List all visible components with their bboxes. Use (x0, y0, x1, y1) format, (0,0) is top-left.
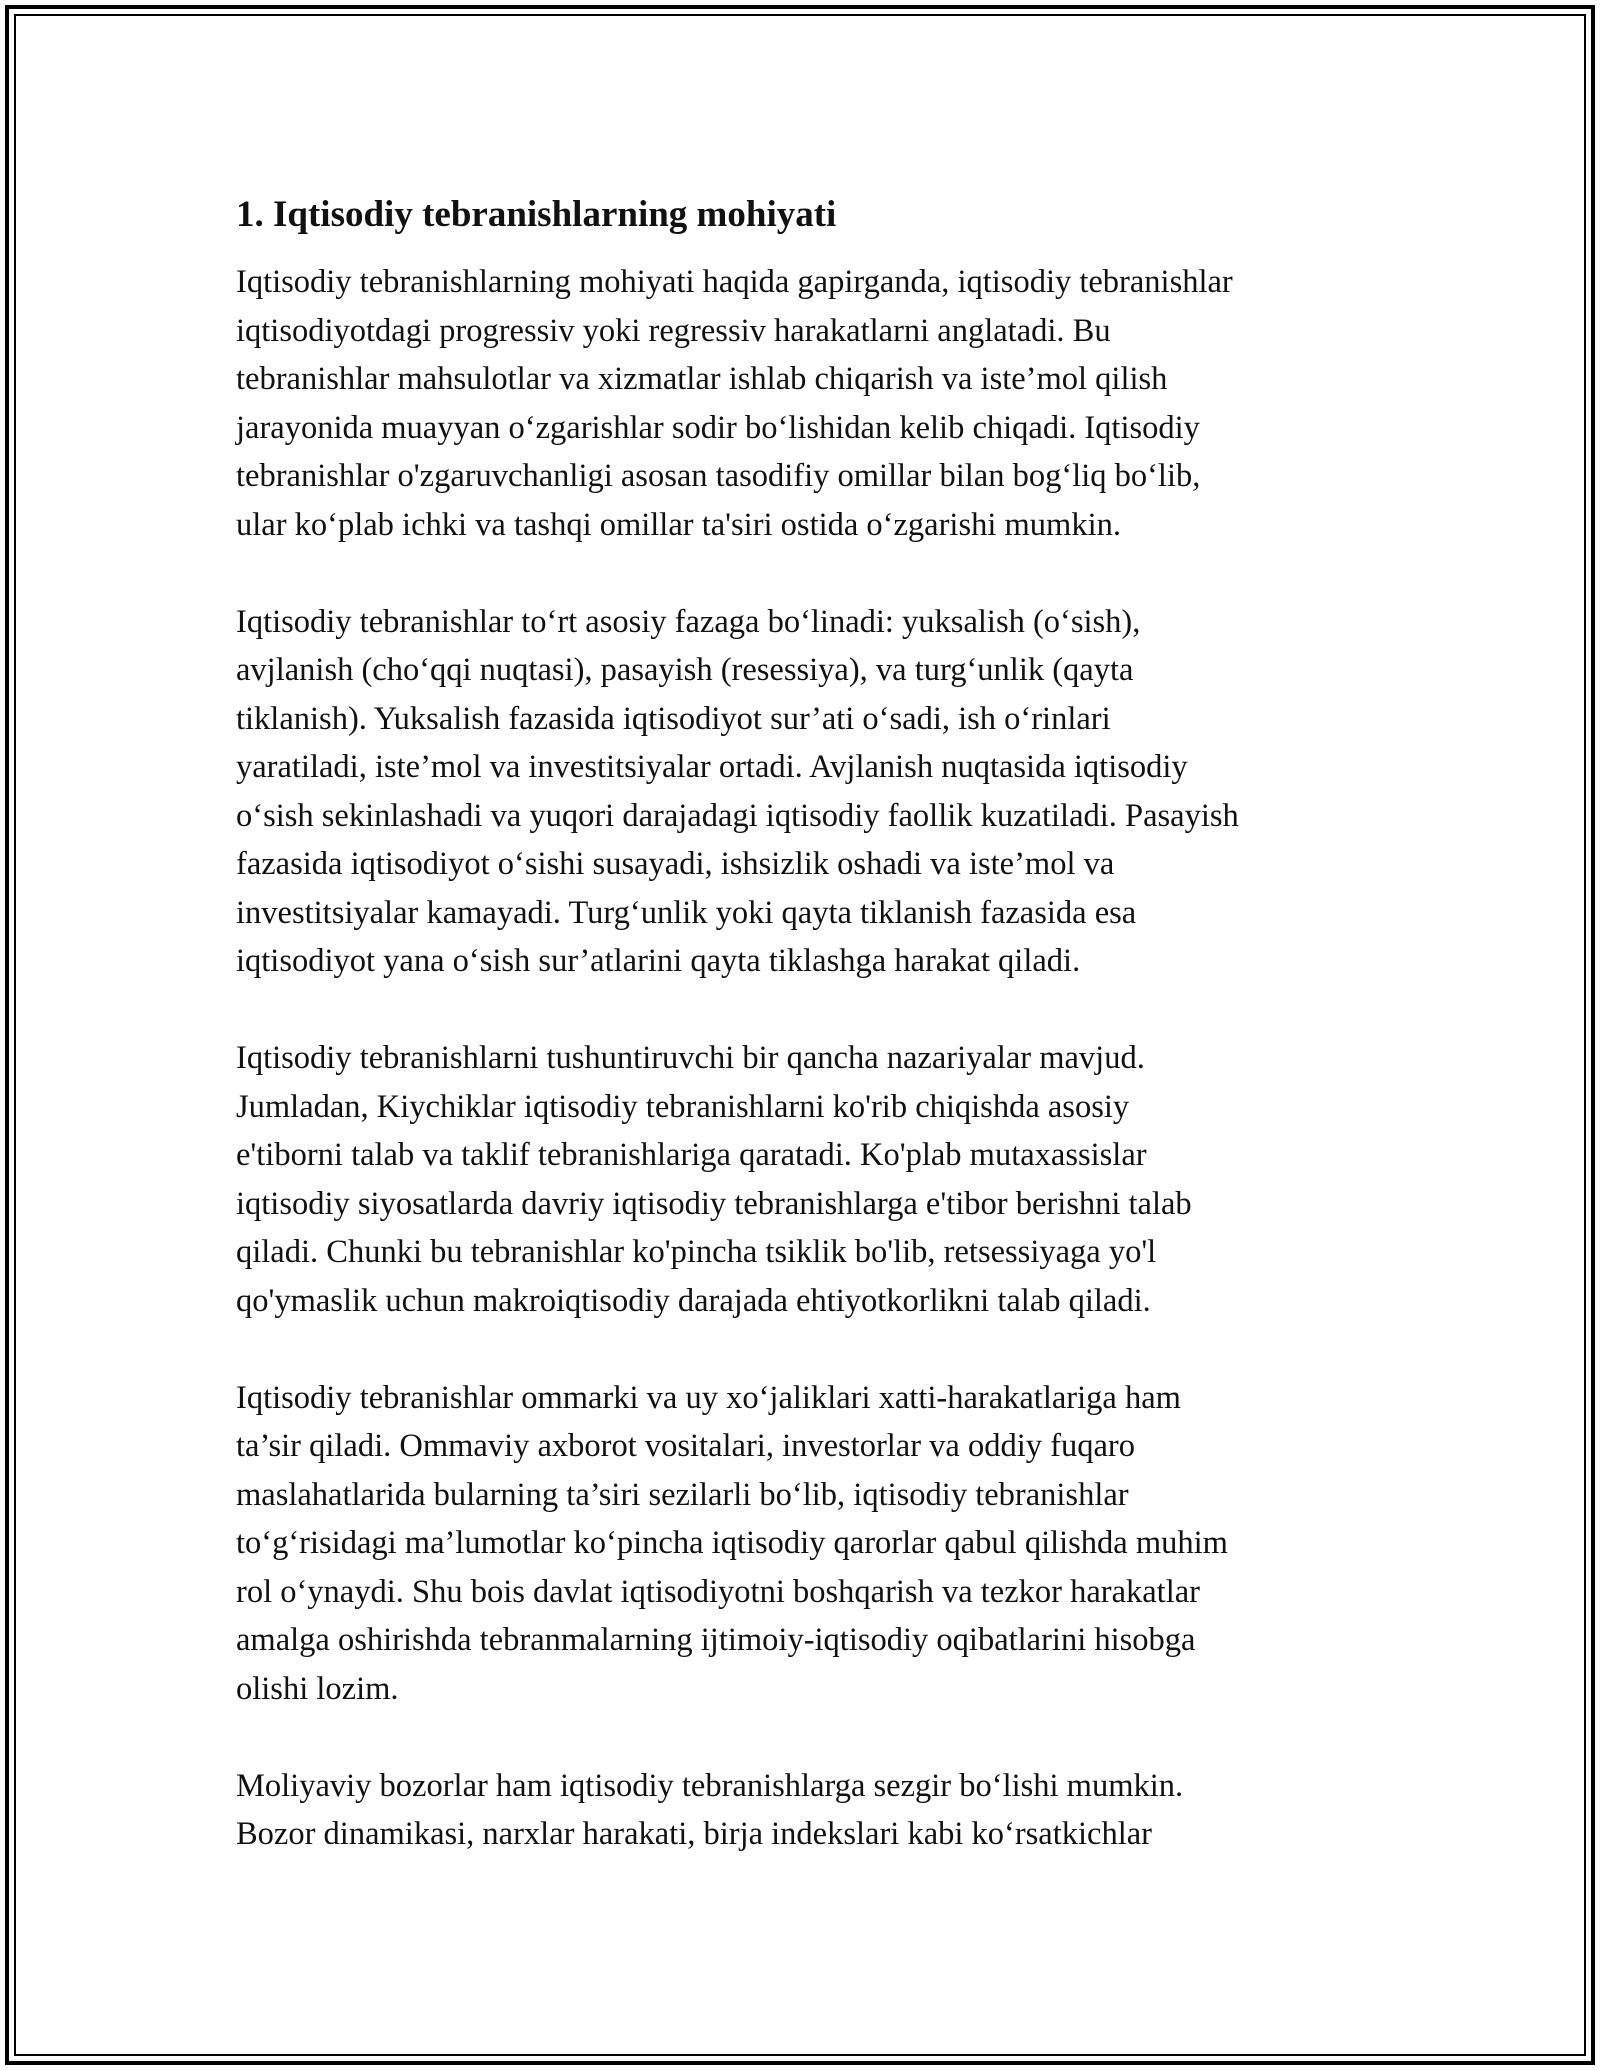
paragraph-2 (236, 598, 1386, 986)
text-line: ta’sir qiladi. Ommaviy axborot vositalari, investorlar va oddiy fuqaro (236, 1428, 1135, 1464)
text-line: olishi lozim. (236, 1670, 399, 1707)
text-line: Iqtisodiy tebranishlarni tushuntiruvchi bir qancha nazariyalar mavjud. (236, 1040, 1145, 1076)
paragraph-5 (236, 1762, 1386, 1859)
text-line: investitsiyalar kamayadi. Turg‘unlik yoki qayta tiklanish fazasida esa (236, 894, 1137, 931)
text-line: tebranishlar mahsulotlar va xizmatlar ishlab chiqarish va iste’mol qilish (236, 361, 1168, 397)
text-line: qiladi. Chunki bu tebranishlar ko'pincha tsiklik bo'lib, retsessiyaga yo'l (236, 1234, 1157, 1270)
text-line: amalga oshirishda tebranmalarning ijtimoiy-iqtisodiy oqibatlarini hisobga (236, 1622, 1196, 1658)
text-line: ular ko‘plab ichki va tashqi omillar ta'siri ostida o‘zgarishi mumkin. (236, 506, 1121, 543)
text-line: iqtisodiyotdagi progressiv yoki regressiv harakatlarni anglatadi. Bu (236, 312, 1111, 349)
text-line: yaratiladi, iste’mol va investitsiyalar ortadi. Avjlanish nuqtasida iqtisodiy (236, 749, 1188, 785)
text-line: jarayonida muayyan o‘zgarishlar sodir bo‘lishidan kelib chiqadi. Iqtisodiy (236, 409, 1200, 446)
text-line: iqtisodiyot yana o‘sish sur’atlarini qayta tiklashga harakat qiladi. (236, 943, 1081, 979)
text-line: e'tiborni talab va taklif tebranishlariga qaratadi. Ko'plab mutaxassislar (236, 1137, 1147, 1173)
text-line: Iqtisodiy tebranishlar ommarki va uy xo‘jaliklari xatti-harakatlariga ham (236, 1379, 1181, 1416)
text-line: o‘sish sekinlashadi va yuqori darajadagi iqtisodiy faollik kuzatiladi. Pasayish (236, 797, 1239, 834)
paragraphs-container (236, 258, 1386, 1859)
text-line: Moliyaviy bozorlar ham iqtisodiy tebranishlarga sezgir bo‘lishi mumkin. (236, 1767, 1184, 1804)
text-line: Iqtisodiy tebranishlar to‘rt asosiy fazaga bo‘linadi: yuksalish (o‘sish), (236, 603, 1141, 640)
text-line: rol o‘ynaydi. Shu bois davlat iqtisodiyotni boshqarish va tezkor harakatlar (236, 1573, 1200, 1610)
text-line: tebranishlar o'zgaruvchanligi asosan tasodifiy omillar bilan bog‘liq bo‘lib, (236, 458, 1201, 494)
paragraph-1 (236, 258, 1386, 549)
text-line: Jumladan, Kiychiklar iqtisodiy tebranishlarni ko'rib chiqishda asosiy (236, 1088, 1130, 1125)
text-line: Bozor dinamikasi, narxlar harakati, birja indekslari kabi ko‘rsatkichlar (236, 1816, 1152, 1852)
text-line: tiklanish). Yuksalish fazasida iqtisodiyot sur’ati o‘sadi, ish o‘rinlari (236, 700, 1111, 737)
text-line: fazasida iqtisodiyot o‘sishi susayadi, ishsizlik oshadi va iste’mol va (236, 846, 1115, 882)
section-heading: 1. Iqtisodiy tebranishlarning mohiyati (236, 194, 837, 235)
paragraph-4 (236, 1374, 1386, 1714)
paragraph-3 (236, 1034, 1386, 1325)
document-body (236, 183, 1386, 1859)
text-line: maslahatlarida bularning ta’siri sezilarli bo‘lib, iqtisodiy tebranishlar (236, 1476, 1129, 1513)
text-line: Iqtisodiy tebranishlarning mohiyati haqida gapirganda, iqtisodiy tebranishlar (236, 264, 1233, 300)
text-line: avjlanish (cho‘qqi nuqtasi), pasayish (resessiya), va turg‘unlik (qayta (236, 652, 1134, 688)
text-line: qo'ymaslik uchun makroiqtisodiy darajada ehtiyotkorlikni talab qiladi. (236, 1282, 1151, 1319)
text-line: to‘g‘risidagi ma’lumotlar ko‘pincha iqtisodiy qarorlar qabul qilishda muhim (236, 1525, 1228, 1561)
text-line: iqtisodiy siyosatlarda davriy iqtisodiy tebranishlarga e'tibor berishni talab (236, 1185, 1192, 1222)
